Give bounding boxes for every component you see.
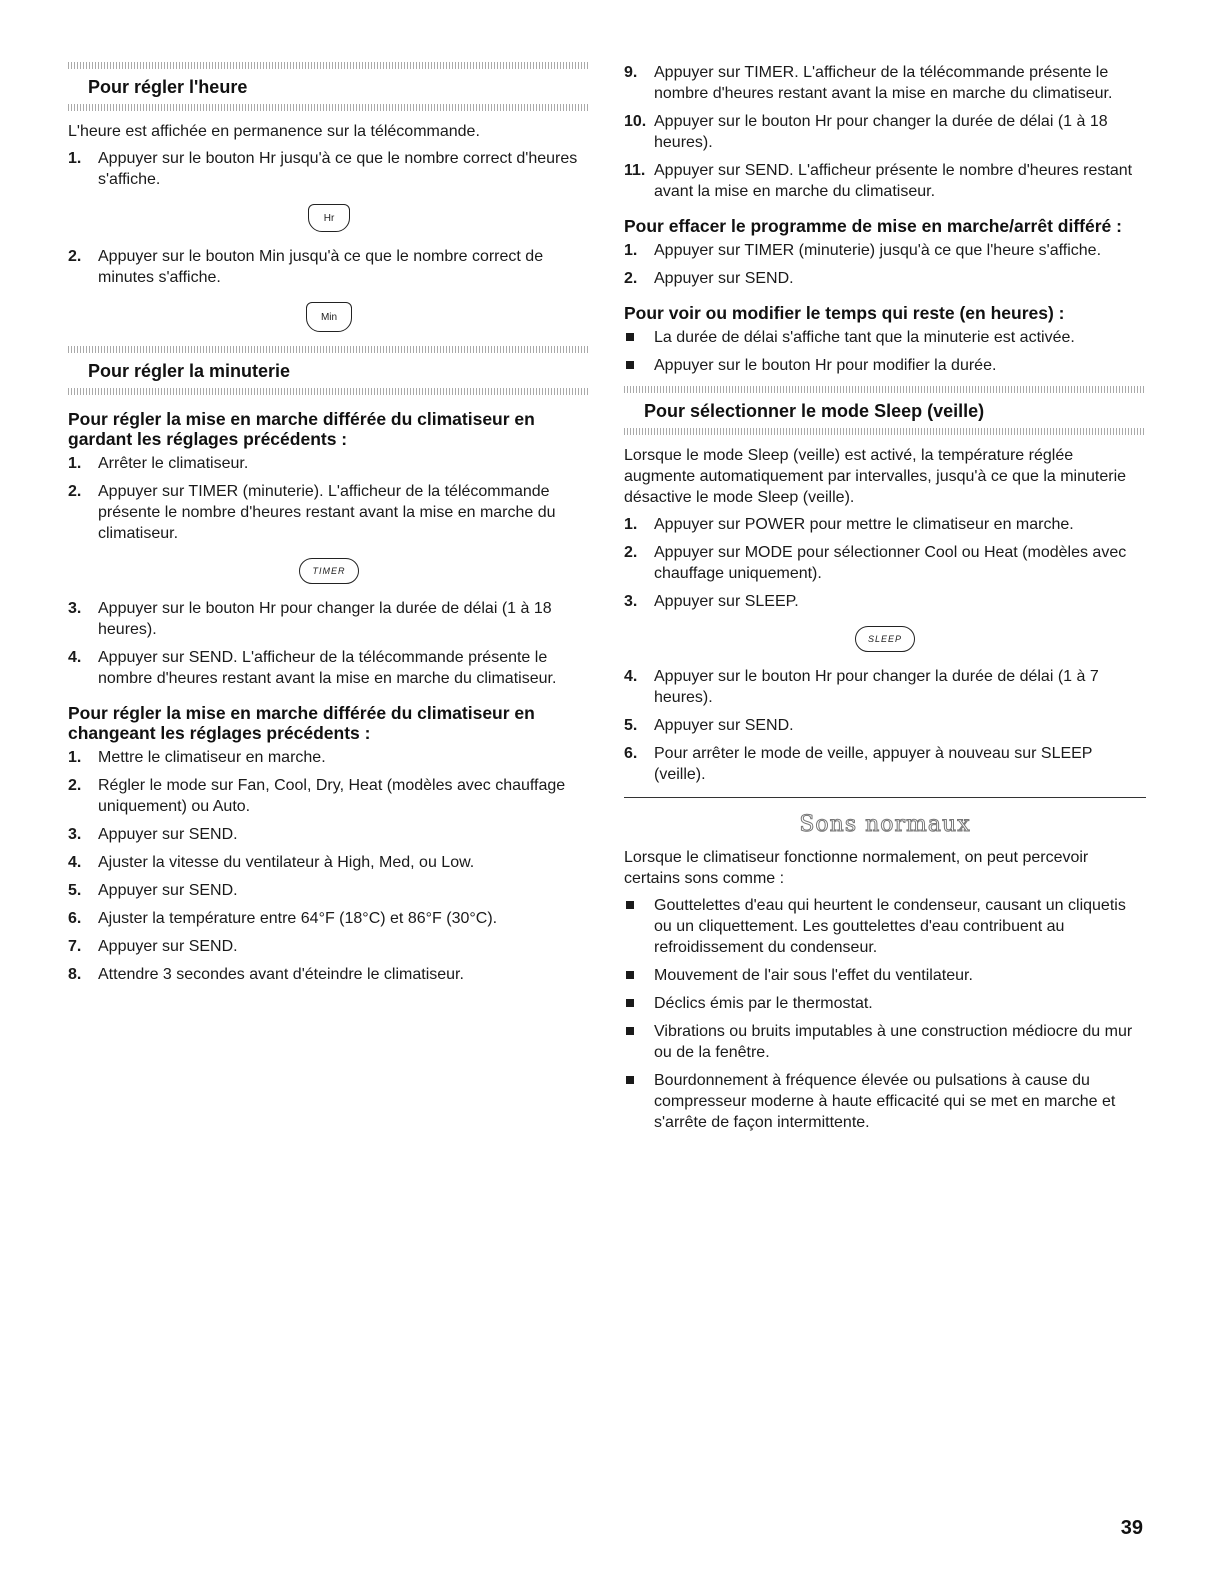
step-number: 1. (68, 150, 82, 167)
section-header-minuterie (68, 346, 590, 395)
step-number: 1. (624, 242, 638, 259)
step-text: Appuyer sur le bouton Hr jusqu'à ce que le nombre correct d'heures s'affiche. (98, 150, 578, 188)
step-number: 3. (68, 826, 82, 843)
bullet-list (624, 327, 1146, 376)
intro-text: Lorsque le climatiseur fonctionne normalement, on peut percevoir certains sons comme : (624, 849, 1089, 887)
left-column (68, 62, 590, 992)
list-item (68, 775, 590, 817)
list-item (624, 62, 1146, 104)
hatch-rule (68, 388, 590, 395)
bullet-list (624, 895, 1146, 1133)
bullet-icon (626, 999, 634, 1007)
hatch-rule (624, 386, 1146, 393)
steps-list (68, 747, 590, 985)
bullet-text: Mouvement de l'air sous l'effet du ventilateur. (654, 967, 973, 984)
step-text: Régler le mode sur Fan, Cool, Dry, Heat (modèles avec chauffage uniquement) ou Auto. (98, 777, 566, 815)
list-item (68, 148, 590, 190)
step-number: 5. (68, 882, 82, 899)
list-item (68, 880, 590, 901)
divider (624, 797, 1146, 798)
list-item (68, 964, 590, 985)
step-text: Appuyer sur le bouton Hr pour changer la durée de délai (1 à 7 heures). (654, 668, 1099, 706)
steps-list (68, 453, 590, 544)
steps-list (68, 148, 590, 190)
bullet-icon (626, 333, 634, 341)
list-item (624, 111, 1146, 153)
list-item (624, 965, 1146, 986)
bullet-icon (626, 971, 634, 979)
step-number: 2. (624, 544, 638, 561)
step-text: Mettre le climatiseur en marche. (98, 749, 326, 766)
list-item (68, 647, 590, 689)
steps-list (68, 598, 590, 689)
step-text: Appuyer sur SEND. (654, 270, 794, 287)
steps-list (624, 62, 1146, 202)
step-text: Appuyer sur SEND. L'afficheur présente le nombre d'heures restant avant la mise en marche du climatiseur. (654, 162, 1133, 200)
intro-text: Lorsque le mode Sleep (veille) est activé, la température réglée augmente automatiquement par intervalles, jusqu'à ce que la minuterie désactive le mode Sleep (veille). (624, 447, 1127, 506)
list-item (68, 246, 590, 288)
list-item (624, 327, 1146, 348)
timer-button-icon: TIMER (299, 558, 359, 584)
step-text: Arrêter le climatiseur. (98, 455, 249, 472)
page-number: 39 (1120, 1517, 1143, 1539)
bullet-icon (626, 901, 634, 909)
steps-list (68, 246, 590, 288)
min-button-icon: Min (306, 302, 352, 332)
step-number: 4. (624, 668, 638, 685)
right-column (624, 62, 1146, 1140)
step-number: 2. (68, 777, 82, 794)
section-title: Pour sélectionner le mode Sleep (veille) (644, 401, 985, 421)
step-text: Appuyer sur SEND. L'afficheur de la télécommande présente le nombre d'heures restant avant la mise en marche du climatiseur. (98, 649, 557, 687)
sleep-button-figure (624, 626, 1146, 652)
list-item (624, 591, 1146, 612)
step-text: Appuyer sur le bouton Hr pour changer la durée de délai (1 à 18 heures). (98, 600, 552, 638)
list-item (68, 908, 590, 929)
step-text: Appuyer sur TIMER (minuterie) jusqu'à ce que l'heure s'affiche. (654, 242, 1102, 259)
list-item (624, 355, 1146, 376)
list-item (624, 1021, 1146, 1063)
list-item (68, 453, 590, 474)
bullet-icon (626, 1076, 634, 1084)
list-item (624, 160, 1146, 202)
section-header-sleep (624, 386, 1146, 435)
list-item (68, 852, 590, 873)
bullet-text: La durée de délai s'affiche tant que la minuterie est activée. (654, 329, 1075, 346)
step-text: Appuyer sur TIMER. L'afficheur de la télécommande présente le nombre d'heures restant avant la mise en marche du climatiseur. (654, 64, 1113, 102)
step-number: 3. (68, 600, 82, 617)
list-item (624, 715, 1146, 736)
list-item (624, 895, 1146, 958)
list-item (68, 481, 590, 544)
step-number: 6. (68, 910, 82, 927)
hatch-rule (68, 346, 590, 353)
min-button-figure (68, 302, 590, 332)
list-item (68, 747, 590, 768)
steps-list (624, 240, 1146, 289)
hatch-rule (68, 104, 590, 111)
list-item (624, 993, 1146, 1014)
step-text: Appuyer sur MODE pour sélectionner Cool ou Heat (modèles avec chauffage uniquement). (654, 544, 1127, 582)
step-text: Appuyer sur SEND. (98, 826, 238, 843)
step-number: 6. (624, 745, 638, 762)
list-item (624, 542, 1146, 584)
list-item (624, 240, 1146, 261)
steps-list (624, 666, 1146, 785)
step-number: 1. (624, 516, 638, 533)
list-item (624, 1070, 1146, 1133)
section-header-heure (68, 62, 590, 111)
step-text: Appuyer sur SEND. (98, 882, 238, 899)
bullet-text: Appuyer sur le bouton Hr pour modifier la durée. (654, 357, 997, 374)
hr-button-figure (68, 204, 590, 232)
subheading: Pour régler la mise en marche différée du climatiseur en changeant les réglages précédents : (68, 703, 535, 743)
intro-text: L'heure est affichée en permanence sur la télécommande. (68, 123, 480, 140)
step-number: 5. (624, 717, 638, 734)
subheading: Pour régler la mise en marche différée du climatiseur en gardant les réglages précédents : (68, 409, 535, 449)
step-number: 9. (624, 64, 638, 81)
sleep-button-icon: SLEEP (855, 626, 915, 652)
subheading: Pour voir ou modifier le temps qui reste (en heures) : (624, 303, 1065, 323)
list-item (68, 936, 590, 957)
section-title-sons: Sons normaux (799, 812, 971, 837)
bullet-text: Déclics émis par le thermostat. (654, 995, 873, 1012)
step-number: 11. (624, 162, 646, 179)
step-text: Ajuster la vitesse du ventilateur à High, Med, ou Low. (98, 854, 475, 871)
subheading: Pour effacer le programme de mise en marche/arrêt différé : (624, 216, 1122, 236)
bullet-icon (626, 1027, 634, 1035)
bullet-icon (626, 361, 634, 369)
step-text: Appuyer sur POWER pour mettre le climatiseur en marche. (654, 516, 1074, 533)
bullet-text: Vibrations ou bruits imputables à une construction médiocre du mur ou de la fenêtre. (654, 1023, 1133, 1061)
timer-button-figure (68, 558, 590, 584)
step-number: 1. (68, 455, 82, 472)
step-text: Ajuster la température entre 64°F (18°C) et 86°F (30°C). (98, 910, 498, 927)
step-text: Pour arrêter le mode de veille, appuyer à nouveau sur SLEEP (veille). (654, 745, 1093, 783)
hr-button-icon: Hr (308, 204, 350, 232)
step-text: Appuyer sur le bouton Min jusqu'à ce que le nombre correct de minutes s'affiche. (98, 248, 544, 286)
list-item (68, 824, 590, 845)
list-item (68, 598, 590, 640)
steps-list (624, 514, 1146, 612)
bullet-text: Gouttelettes d'eau qui heurtent le condenseur, causant un cliquetis ou un cliquettement. Les gouttelettes d'eau contribuent au refroidissement du condenseur. (654, 897, 1126, 956)
step-text: Appuyer sur SEND. (98, 938, 238, 955)
step-number: 3. (624, 593, 638, 610)
step-number: 4. (68, 649, 82, 666)
step-text: Attendre 3 secondes avant d'éteindre le climatiseur. (98, 966, 464, 983)
step-text: Appuyer sur le bouton Hr pour changer la durée de délai (1 à 18 heures). (654, 113, 1108, 151)
step-text: Appuyer sur SLEEP. (654, 593, 799, 610)
hatch-rule (624, 428, 1146, 435)
step-number: 2. (68, 483, 82, 500)
list-item (624, 743, 1146, 785)
step-number: 4. (68, 854, 82, 871)
bullet-text: Bourdonnement à fréquence élevée ou pulsations à cause du compresseur moderne à haute efficacité qui se met en marche et s'arrête de façon intermittente. (654, 1072, 1116, 1131)
step-number: 2. (624, 270, 638, 287)
list-item (624, 514, 1146, 535)
step-number: 8. (68, 966, 82, 983)
list-item (624, 666, 1146, 708)
step-number: 7. (68, 938, 82, 955)
step-text: Appuyer sur TIMER (minuterie). L'afficheur de la télécommande présente le nombre d'heures restant avant la mise en marche du climatiseur. (98, 483, 556, 542)
section-title: Pour régler l'heure (88, 77, 248, 97)
hatch-rule (68, 62, 590, 69)
step-number: 10. (624, 113, 647, 130)
step-text: Appuyer sur SEND. (654, 717, 794, 734)
section-title: Pour régler la minuterie (88, 361, 291, 381)
list-item (624, 268, 1146, 289)
step-number: 2. (68, 248, 82, 265)
step-number: 1. (68, 749, 82, 766)
